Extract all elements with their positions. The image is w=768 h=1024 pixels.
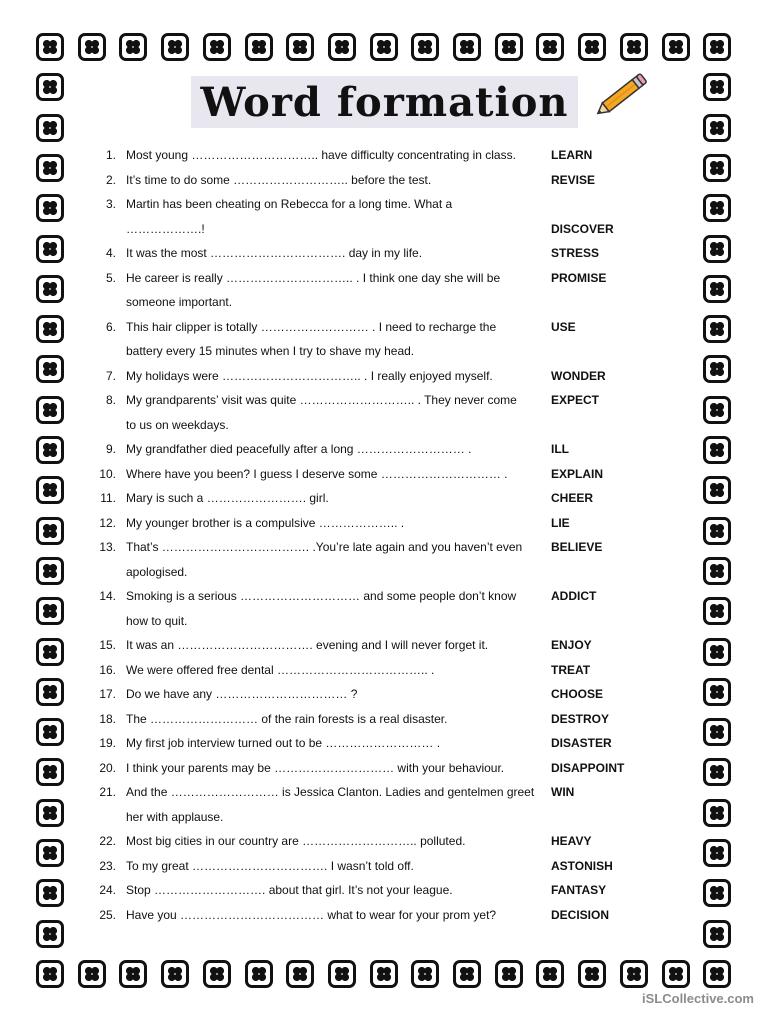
root-word: DISAPPOINT xyxy=(551,760,625,775)
sentence-text: I think your parents may be ………………………… with your behaviour. xyxy=(126,760,505,775)
item-number: 22. xyxy=(99,834,116,848)
item-number: 15. xyxy=(99,638,116,652)
item-number: 5. xyxy=(105,270,116,285)
sentence-text: how to quit. xyxy=(126,613,188,628)
sentence-text: My grandparents’ visit was quite ……………………….. . They never come xyxy=(126,393,517,407)
sentence-text: Mary is such a ……………………. girl. xyxy=(126,491,329,505)
item-number: 3. xyxy=(105,197,116,211)
item-number: 6. xyxy=(105,319,116,334)
sentence-text: apologised. xyxy=(126,564,188,579)
root-word: CHOOSE xyxy=(551,687,604,701)
item-number: 23. xyxy=(99,858,116,873)
page-title: Word formation xyxy=(200,78,569,126)
item-number: 20. xyxy=(99,760,116,775)
item-number: 18. xyxy=(99,711,116,726)
root-word: USE xyxy=(551,319,576,334)
sentence-text: My grandfather died peacefully after a long ……………………… . xyxy=(126,442,472,456)
item-number: 12. xyxy=(99,515,116,530)
root-word: EXPECT xyxy=(551,393,600,407)
sentence-text: We were offered free dental ……………………………….. . xyxy=(126,662,435,677)
sentence-text: This hair clipper is totally ……………………… . I need to recharge the xyxy=(126,319,497,334)
root-word: HEAVY xyxy=(551,834,592,848)
sentence-text: That’s ………………………………. .You’re late again and you haven’t even xyxy=(126,540,523,554)
sentence-text: My younger brother is a compulsive ……………….. . xyxy=(126,515,405,530)
item-number: 17. xyxy=(99,687,116,701)
item-number: 7. xyxy=(105,368,116,383)
site-watermark: iSLCollective.com xyxy=(642,991,754,1006)
root-word: BELIEVE xyxy=(551,540,603,554)
sentence-text: her with applause. xyxy=(126,809,224,824)
item-number: 13. xyxy=(99,540,116,554)
root-word: PROMISE xyxy=(551,270,607,285)
sentence-text: It was the most ……………………………. day in my life. xyxy=(126,246,423,260)
item-number: 10. xyxy=(99,466,116,481)
sentence-text: He career is really ………………………….. . I think one day she will be xyxy=(126,270,501,285)
item-number: 2. xyxy=(105,172,116,187)
root-word: WONDER xyxy=(551,368,606,383)
item-number: 25. xyxy=(99,907,116,922)
sentence-text: And the ……………………… is Jessica Clanton. Ladies and gentelmen greet xyxy=(126,785,535,799)
sentence-text: It’s time to do some ……………………….. before the test. xyxy=(126,172,432,187)
root-word: DESTROY xyxy=(551,711,610,726)
item-number: 8. xyxy=(105,393,116,407)
item-number: 9. xyxy=(105,442,116,456)
root-word: STRESS xyxy=(551,246,600,260)
item-number: 1. xyxy=(105,148,116,162)
sentence-text: Where have you been? I guess I deserve some ………………………… . xyxy=(126,466,508,481)
sentence-text: Most big cities in our country are ……………………….. polluted. xyxy=(126,834,466,848)
item-number: 16. xyxy=(99,662,116,677)
root-word: ILL xyxy=(551,442,569,456)
sentence-text: Smoking is a serious ………………………… and some people don’t know xyxy=(126,589,517,603)
sentence-text: The ……………………… of the rain forests is a real disaster. xyxy=(126,711,448,726)
sentence-text: Most young ………………………….. have difficulty concentrating in class. xyxy=(126,148,516,162)
root-word: DISASTER xyxy=(551,736,612,750)
root-word: ENJOY xyxy=(551,638,592,652)
item-number: 11. xyxy=(100,491,116,505)
sentence-text: My holidays were …………………………….. . I really enjoyed myself. xyxy=(126,368,493,383)
sentence-text: Stop ………………………. about that girl. It’s not your league. xyxy=(126,883,453,897)
root-word: FANTASY xyxy=(551,883,607,897)
root-word: CHEER xyxy=(551,491,594,505)
sentence-text: to us on weekdays. xyxy=(126,417,229,432)
sentence-text: My first job interview turned out to be ……………………… . xyxy=(126,736,441,750)
sentence-text: Martin has been cheating on Rebecca for a long time. What a xyxy=(126,197,453,211)
sentence-text: battery every 15 minutes when I try to shave my head. xyxy=(126,344,415,358)
item-number: 14. xyxy=(99,589,116,603)
sentence-text: someone important. xyxy=(126,295,233,309)
sentence-text: Do we have any …………………………… ? xyxy=(126,687,358,701)
root-word: LIE xyxy=(551,515,570,530)
sentence-text: It was an ……………………………. evening and I will never forget it. xyxy=(126,638,489,652)
sentence-text: To my great ……………………………. I wasn’t told off. xyxy=(126,858,414,873)
item-number: 19. xyxy=(99,736,116,750)
item-number: 24. xyxy=(99,883,116,897)
item-number: 21. xyxy=(99,785,116,799)
root-word: ASTONISH xyxy=(551,858,613,873)
root-word: TREAT xyxy=(551,662,591,677)
sentence-text: Have you ……………………………… what to wear for your prom yet? xyxy=(126,907,497,922)
root-word: WIN xyxy=(551,785,575,799)
root-word: LEARN xyxy=(551,148,593,162)
root-word: ADDICT xyxy=(551,589,597,603)
root-word: EXPLAIN xyxy=(551,466,604,481)
sentence-text: ……………….! xyxy=(126,221,205,236)
item-number: 4. xyxy=(105,246,116,260)
root-word: DISCOVER xyxy=(551,221,614,236)
root-word: DECISION xyxy=(551,907,610,922)
root-word: REVISE xyxy=(551,172,596,187)
